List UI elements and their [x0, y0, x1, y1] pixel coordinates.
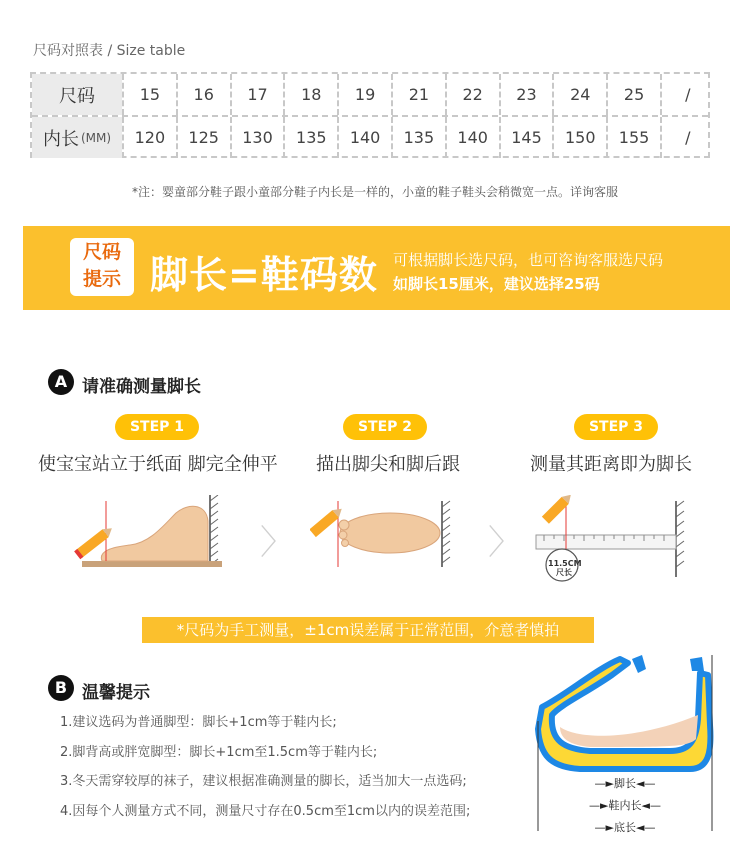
step-3-badge: STEP 3: [574, 414, 658, 440]
section-b-badge: B: [48, 675, 74, 701]
tip-item: 3.冬天需穿较厚的袜子，建议根据准确测量的脚长，适当加大一点选码;: [60, 774, 467, 789]
size-cell: 24: [552, 74, 606, 115]
size-cell: 25: [606, 74, 660, 115]
tip-label-line2: 提示: [82, 268, 121, 290]
size-table: [30, 72, 710, 158]
length-cell: 135: [283, 117, 337, 158]
length-cell: 125: [176, 117, 230, 158]
length-row-header: [32, 117, 122, 158]
section-b-title: 温馨提示: [82, 683, 150, 703]
length-cell: 145: [499, 117, 553, 158]
step-2-badge: STEP 2: [343, 414, 427, 440]
length-cell: 150: [552, 117, 606, 158]
length-cell: 140: [445, 117, 499, 158]
size-cell: 17: [230, 74, 284, 115]
length-row-unit: (MM): [80, 130, 112, 145]
size-cell: 21: [391, 74, 445, 115]
measure-readout: [548, 559, 580, 577]
measure-notice-bar: *尺码为手工测量，±1cm误差属于正常范围，介意者慎拍: [142, 617, 594, 643]
length-cell: 135: [391, 117, 445, 158]
size-cell: 15: [122, 74, 176, 115]
section-a-badge: A: [48, 369, 74, 395]
length-row-label: 内长: [42, 128, 79, 150]
foot-length-text: 脚长: [614, 777, 636, 790]
size-table-title: 尺码对照表 / Size table: [33, 43, 186, 59]
length-row: [32, 115, 708, 158]
section-a-title: 请准确测量脚长: [82, 377, 201, 397]
tip-item: 2.脚背高或胖宽脚型：脚长+1cm至1.5cm等于鞋内长;: [60, 745, 378, 760]
tip-item: 4.因每个人测量方式不同，测量尺寸存在0.5cm至1cm以内的误差范围;: [60, 804, 471, 819]
size-cell: 19: [337, 74, 391, 115]
size-cell: 23: [499, 74, 553, 115]
length-cell: 155: [606, 117, 660, 158]
step-3-desc: 测量其距离即为脚长: [530, 454, 692, 475]
length-cell: 130: [230, 117, 284, 158]
step-arrow-icon: 〉: [260, 523, 294, 563]
tip-label: [70, 239, 134, 293]
inner-length-text: 鞋内长: [608, 799, 642, 812]
banner-example: 如脚长15厘米，建议选择25码: [393, 275, 600, 293]
measure-value: 11.5CM: [548, 559, 582, 568]
length-cell: 120: [122, 117, 176, 158]
size-table-note: *注：婴童部分鞋子跟小童部分鞋子内长是一样的，小童的鞋子鞋头会稍微宽一点。详询客服: [131, 185, 618, 199]
foot-length-label: —►脚长◄—: [594, 777, 656, 790]
step-1-badge: STEP 1: [115, 414, 199, 440]
sole-length-label: —►底长◄—: [594, 821, 656, 834]
step-1-foot-illustration: [72, 495, 230, 573]
measure-sub: 尺长: [556, 568, 572, 577]
size-cell: 18: [283, 74, 337, 115]
inner-length-label: —►鞋内长◄—: [589, 799, 661, 812]
banner-subtitle: 可根据脚长选尺码，也可咨询客服选尺码: [393, 251, 664, 269]
length-cell: /: [660, 117, 714, 158]
length-cell: 140: [337, 117, 391, 158]
banner-title: 脚长=鞋码数: [150, 253, 378, 297]
sole-length-text: 底长: [614, 821, 636, 834]
step-2-desc: 描出脚尖和脚后跟: [316, 454, 460, 475]
size-row: [32, 74, 708, 115]
size-row-header: 尺码: [32, 74, 122, 115]
step-1-desc: 使宝宝站立于纸面 脚完全伸平: [38, 454, 278, 475]
size-cell: /: [660, 74, 714, 115]
tip-item: 1.建议选码为普通脚型：脚长+1cm等于鞋内长;: [60, 715, 337, 730]
size-cell: 22: [445, 74, 499, 115]
size-cell: 16: [176, 74, 230, 115]
step-2-foot-illustration: [310, 495, 455, 573]
tip-label-line1: 尺码: [82, 241, 121, 263]
step-arrow-icon: 〉: [488, 523, 522, 563]
